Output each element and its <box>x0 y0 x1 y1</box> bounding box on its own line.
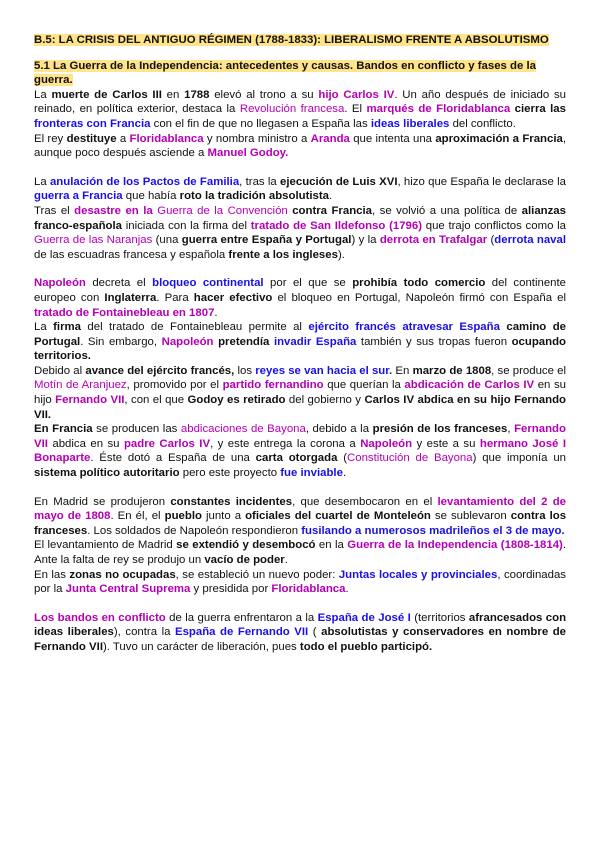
text-run: Junta Central Suprema <box>65 583 191 596</box>
text-run: Juntas locales y provinciales <box>338 568 498 581</box>
text-run: marqués de Floridablanca <box>366 103 511 116</box>
text-run: España de Fernando VII <box>174 626 309 639</box>
text-run: Motín de Aranjuez <box>34 379 127 392</box>
text-run: Guerra de la Convención <box>157 204 288 217</box>
text-run: contra Francia <box>292 204 372 217</box>
section-heading <box>34 59 566 88</box>
title-text: B.5: LA CRISIS DEL ANTIGUO RÉGIMEN (1788-1833): LIBERALISMO FRENTE A ABSOLUTISMO <box>34 34 549 46</box>
text-run: del conflicto. <box>449 117 516 130</box>
text-run: La <box>34 175 50 188</box>
text-run: guerra entre España y Portugal <box>181 234 352 247</box>
text-run: carta otorgada <box>255 452 338 465</box>
text-run: . Éste dotó a España de una <box>90 452 256 465</box>
text-run: hijo Carlos IV <box>318 88 395 101</box>
paragraph-convention-war <box>34 204 566 262</box>
text-run: oficiales del cuartel de Monteleón <box>245 510 431 523</box>
text-run: todo el pueblo participó. <box>299 640 433 653</box>
text-run: fronteras con Francia <box>34 117 151 130</box>
text-run: ( <box>308 626 322 639</box>
text-run: En Madrid se produjeron <box>34 495 171 508</box>
text-run: , tras la <box>239 175 281 188</box>
text-run: reyes se van hacia el sur. <box>255 364 393 377</box>
text-run: Constitución de Bayona <box>347 452 473 465</box>
text-run: del gobierno y <box>285 394 365 407</box>
paragraph-war-independence <box>34 538 566 567</box>
text-run: , y este entrega la corona a <box>210 437 361 450</box>
text-run: La <box>34 321 54 334</box>
text-run: . Ante la falta de rey se produjo un <box>34 539 567 566</box>
text-run: destituye <box>66 132 117 145</box>
text-run: Aranda <box>310 132 350 145</box>
paragraph-aranjuez <box>34 364 566 422</box>
text-run: ), contra la <box>113 626 175 639</box>
text-run: España de José I <box>317 611 411 624</box>
text-run: ) que imponía un <box>472 452 566 465</box>
text-run: tratado de San Ildefonso (1796) <box>250 219 422 232</box>
paragraph-fontainebleau <box>34 320 566 364</box>
text-run: ocupando territorios. <box>34 335 567 363</box>
text-run: presión de los franceses <box>372 423 508 436</box>
text-run: se extendió y desembocó <box>176 539 316 552</box>
text-run: Napoleón <box>161 335 214 348</box>
text-run: , con el que <box>124 394 188 407</box>
text-run: anulación de los Pactos de Familia <box>49 175 240 188</box>
text-run: (territorios <box>410 611 469 624</box>
text-run: abdicaciones de Bayona <box>180 423 306 436</box>
text-run: Carlos IV abdica en su hijo Fernando VII. <box>34 394 566 421</box>
paragraph-dos-de-mayo <box>34 495 566 539</box>
text-run: Manuel Godoy. <box>207 147 289 160</box>
text-run: hacer efectivo <box>193 291 273 304</box>
text-run: , coordinadas por la <box>34 568 566 596</box>
section-heading-text: 5.1 La Guerra de la Independencia: antecedentes y causas. Bandos en conflicto y fases de la guerra. <box>34 59 537 87</box>
text-run: , aunque poco después asciende a <box>34 132 567 160</box>
text-run: en <box>161 88 185 101</box>
text-run: ejecución de Luis XVI <box>280 175 398 188</box>
paragraph-bayonne <box>34 422 566 480</box>
text-run: firma <box>53 321 81 334</box>
text-run: . En él, el <box>110 510 165 523</box>
text-run: . Para <box>156 291 194 304</box>
text-run: En <box>392 364 413 377</box>
text-run: también y sus tropas fueron <box>356 335 512 348</box>
text-run: constantes incidentes <box>170 495 293 508</box>
text-run: a <box>116 132 130 145</box>
text-run: . Sin embargo, <box>80 335 162 348</box>
text-run: vacío de poder <box>204 554 285 566</box>
text-run: , debido a la <box>305 423 373 436</box>
text-run: . <box>345 583 349 596</box>
text-run: Tras el <box>34 204 75 217</box>
text-run: afrancesados con ideas liberales <box>34 611 567 639</box>
text-run: ). Tuvo un carácter de liberación, pues <box>102 640 300 653</box>
text-run: Godoy es retirado <box>187 394 286 407</box>
text-run: absolutistas y conservadores en nombre de Fernando VII <box>34 626 566 653</box>
text-run: marzo de 1808 <box>412 364 492 377</box>
paragraph-aranda-godoy <box>34 132 566 161</box>
text-run: contra los franceses <box>34 510 567 537</box>
text-run: y este a su <box>412 437 480 450</box>
text-run: pretendía <box>218 335 270 348</box>
text-run: . <box>342 467 347 480</box>
text-run: levantamiento del 2 de mayo de 1808 <box>34 495 566 523</box>
text-run: frente a los ingleses <box>228 248 338 261</box>
paragraph-death-carlos-iii <box>34 88 566 132</box>
text-run: pero este proyecto <box>179 467 281 480</box>
text-run: El levantamiento de Madrid <box>34 539 177 552</box>
text-run: (una <box>152 234 182 247</box>
text-run: partido fernandino <box>222 379 324 392</box>
text-run: fue inviable <box>280 467 343 480</box>
text-run: avance del ejército francés, <box>85 364 235 377</box>
text-run: pueblo <box>164 510 202 523</box>
text-run: se sublevaron <box>430 510 511 523</box>
text-run: camino de Portugal <box>34 321 566 348</box>
text-run: , que desembocaron en el <box>292 495 438 508</box>
text-run: por el que se <box>263 277 353 290</box>
text-run: que había <box>122 190 180 203</box>
text-run: bloqueo continental <box>152 277 264 290</box>
text-run: el bloqueo en Portugal, Napoleón firmó con España el <box>272 291 567 304</box>
text-run: Floridablanca <box>129 132 204 145</box>
text-run: derrota en Trafalgar <box>379 234 488 247</box>
text-run: fusilando a numerosos madrileños el 3 de mayo. <box>301 524 565 537</box>
text-run: de la guerra enfrentaron a la <box>165 611 318 624</box>
text-run: Guerra de las Naranjas <box>34 234 153 247</box>
text-run: . <box>214 306 218 319</box>
text-run: que trajo conflictos como la <box>422 219 567 232</box>
text-run: . <box>284 554 288 566</box>
text-run: aproximación a Francia <box>435 132 563 145</box>
text-run: , hizo que España le declarase la <box>397 175 566 188</box>
text-run: y presidida por <box>190 583 272 596</box>
text-run: con el fin de que no llegasen a España las <box>150 117 371 130</box>
paragraph-family-pacts <box>34 175 566 204</box>
text-run: prohibía todo comercio <box>352 277 486 290</box>
text-run: Debido al <box>34 364 86 377</box>
text-run: Fernando VII <box>34 423 566 450</box>
text-run: iniciada con la firma del <box>121 219 251 232</box>
text-run: Guerra de la Independencia (1808-1814) <box>347 539 563 552</box>
text-run: padre Carlos IV <box>123 437 211 450</box>
text-run: desastre en la <box>74 204 158 217</box>
text-run: 1788 <box>184 88 210 101</box>
document-page <box>34 33 566 655</box>
text-run: La <box>34 88 52 101</box>
text-run: elevó al trono a su <box>209 88 319 101</box>
text-run: cierra las <box>514 103 566 116</box>
text-run: Fernando VII <box>55 394 125 407</box>
text-run: Floridablanca <box>271 583 346 596</box>
text-run: . El <box>344 103 367 116</box>
text-run: derrota naval <box>494 234 566 247</box>
text-run: . Los soldados de Napoleón respondieron <box>87 524 302 537</box>
text-run: Napoleón <box>34 277 86 290</box>
text-run: ejército francés atravesar España <box>308 321 500 334</box>
text-run: . <box>329 190 333 203</box>
text-run: El rey <box>34 132 67 145</box>
text-run: roto la tradición absolutista <box>179 190 330 203</box>
text-run: junto a <box>201 510 246 523</box>
text-run: En Francia <box>34 423 93 436</box>
text-run: Los bandos en conflicto <box>34 611 166 624</box>
text-run: Revolución francesa <box>239 103 345 116</box>
document-title <box>34 33 566 48</box>
text-run: y nombra ministro a <box>203 132 311 145</box>
text-run: que intenta una <box>349 132 436 145</box>
text-run: Napoleón <box>360 437 413 450</box>
text-run: tratado de Fontainebleau en 1807 <box>34 306 215 319</box>
text-run: decreta el <box>85 277 153 290</box>
text-run: en la <box>315 539 348 552</box>
text-run: , se produce el <box>491 364 567 377</box>
text-run: los <box>234 364 256 377</box>
text-run: ( <box>337 452 348 465</box>
text-run: ) y la <box>351 234 380 247</box>
paragraph-juntas <box>34 568 566 597</box>
text-run: alianzas franco-española <box>34 204 566 232</box>
paragraph-sides-in-conflict <box>34 611 566 655</box>
text-run: ( <box>487 234 495 247</box>
text-run: zonas no ocupadas <box>69 568 176 581</box>
text-run: hermano José I Bonaparte <box>34 437 566 465</box>
paragraph-continental-blockade <box>34 276 566 320</box>
text-run: , <box>507 423 515 436</box>
text-run: invadir España <box>273 335 357 348</box>
text-run: muerte de Carlos III <box>51 88 162 101</box>
text-run: sistema político autoritario <box>34 467 180 480</box>
text-run: abdica en su <box>47 437 124 450</box>
text-run: guerra a Francia <box>34 190 123 203</box>
text-run: se producen las <box>92 423 181 436</box>
text-run: del continente europeo con <box>34 277 566 304</box>
text-run: Inglaterra <box>104 291 157 304</box>
text-run: abdicación de Carlos IV <box>404 379 535 392</box>
text-run: . Un año después de iniciado su reinado, en política exterior, destaca la <box>34 88 566 116</box>
text-run: , se estableció un nuevo poder: <box>175 568 339 581</box>
text-run: ideas liberales <box>370 117 450 130</box>
text-run: , promovido por el <box>126 379 223 392</box>
text-run: ). <box>337 248 345 261</box>
text-run: , se volvió a una política de <box>372 204 522 217</box>
text-run: en su hijo <box>34 379 566 407</box>
text-run: de las escuadras francesa y española <box>34 248 229 261</box>
text-run: En las <box>34 568 70 581</box>
text-run: que querían la <box>323 379 405 392</box>
text-run: del tratado de Fontainebleau permite al <box>80 321 309 334</box>
